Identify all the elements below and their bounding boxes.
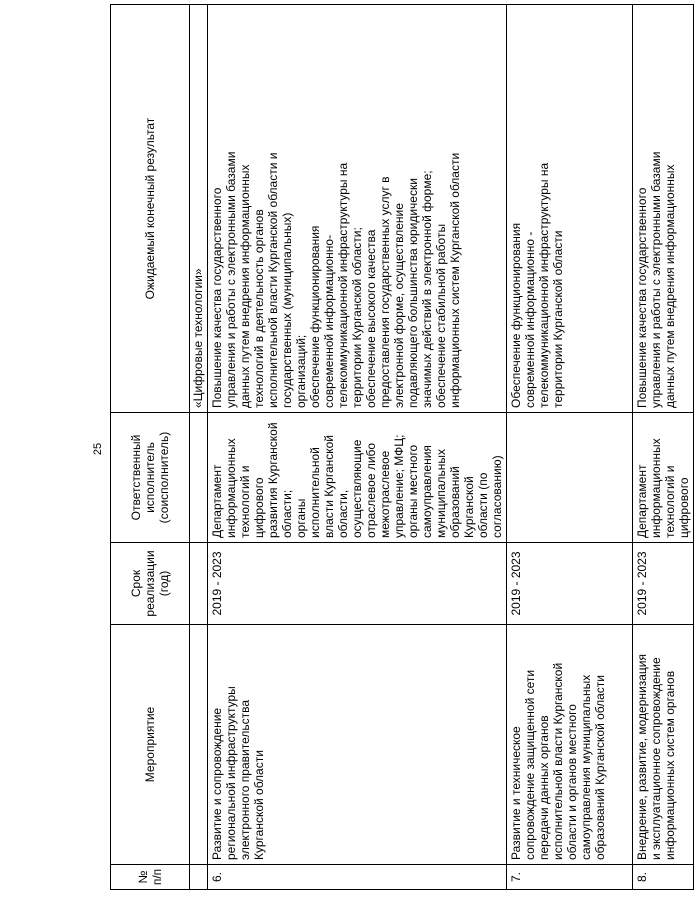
row-activity: Внедрение, развитие, модернизация и эксплуатационное сопровождение информационных систем органов: [633, 625, 694, 865]
row-responsible: Департамент информационных технологий и цифрового: [633, 413, 694, 543]
row-activity: Развитие и сопровождение региональной инфраструктуры электронного правительства Курганской области: [208, 625, 507, 865]
row-activity: Развитие и техническое сопровождение защищенной сети передачи данных органов исполнительной власти Курганской области и органов местного самоуправления муниципальных образований Курганской области: [507, 625, 633, 865]
header-result: Ожидаемый конечный результат: [111, 5, 190, 413]
header-num: № п/п: [111, 865, 190, 890]
section-blank-cell: [190, 625, 208, 865]
row-responsible: Департамент информационных технологий и цифрового развития Курганской области; органы исполнительной власти Курганской области, осуществляющие отраслевое либо межотраслевое управление; МФЦ; органы местного самоуправления муниципальных образований Курганской области (по согласованию): [208, 413, 507, 543]
row-num: 7.: [507, 865, 633, 890]
section-title: «Цифровые технологии»: [190, 5, 208, 413]
row-term: 2019 - 2023: [633, 543, 694, 625]
row-result: Повышение качества государственного управления и работы с электронными базами данных путем внедрения информационных технологий в деятельность органов исполнительной власти Курганской области и государственных (муниципальных) организаций; обеспечение функционирования современной информационно- телекоммуникационной инфраструктуры на территории Курганской области; обеспечение высокого качества предоставления государственных услуг в электронной форме, осуществление подавляющего большинства юридически значимых действий в электронной форме; обеспечение стабильной работы информационных систем Курганской области: [208, 5, 507, 413]
row-term: 2019 - 2023: [208, 543, 507, 625]
section-blank-cell: [190, 413, 208, 543]
header-term: Срок реализации (год): [111, 543, 190, 625]
rotated-page-content: [110, 5, 691, 890]
row-num: 8.: [633, 865, 694, 890]
row-result: Обеспечение функционирования современной информационно - телекоммуникационной инфраструктуры на территории Курганской области: [507, 5, 633, 413]
section-blank-cell: [190, 865, 208, 890]
table-header-row: [111, 5, 190, 890]
row-term: 2019 - 2023: [507, 543, 633, 625]
page-number: 25: [92, 442, 104, 456]
section-blank-cell: [190, 543, 208, 625]
table-row: [507, 5, 633, 890]
row-responsible: [507, 413, 633, 543]
table-row: [208, 5, 507, 890]
section-row: [190, 5, 208, 890]
table-row: [633, 5, 694, 890]
header-activity: Мероприятие: [111, 625, 190, 865]
row-result: Повышение качества государственного управления и работы с электронными базами данных путем внедрения информационных: [633, 5, 694, 413]
activities-table: [110, 4, 694, 890]
row-num: 6.: [208, 865, 507, 890]
header-responsible: Ответственный исполнитель (соисполнитель): [111, 413, 190, 543]
